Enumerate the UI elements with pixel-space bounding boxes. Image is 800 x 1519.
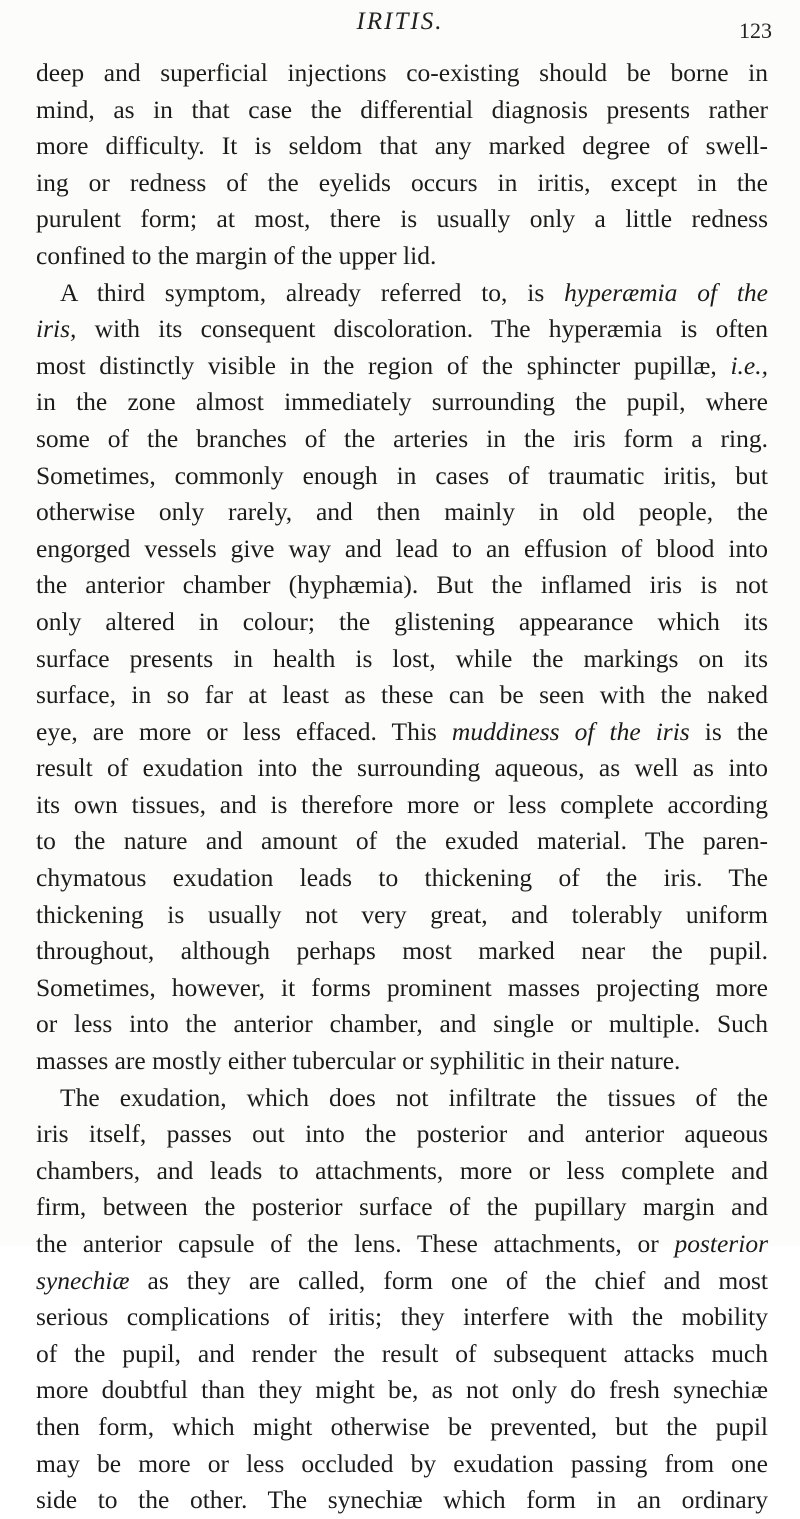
text-run: more doubtful than they might be, as not only do fresh synechiæ <box>36 1375 768 1405</box>
text-run: only altered in colour; the glistening appearance which its <box>36 606 768 636</box>
text-line <box>36 1446 768 1483</box>
text-run: more difficulty. It is seldom that any marked degree of swell- <box>36 131 768 161</box>
text-line <box>36 714 768 751</box>
text-line <box>36 1189 768 1226</box>
text-line <box>36 55 768 92</box>
text-run: most distinctly visible in the region of the sphincter pupillæ, <box>36 350 731 380</box>
text-line <box>36 1226 768 1263</box>
text-run: side to the other. The synechiæ which form in an ordinary <box>36 1485 768 1515</box>
text-line <box>36 933 768 970</box>
page-number: 123 <box>739 18 772 43</box>
text-run: mind, as in that case the differential diagnosis presents rather <box>36 94 768 124</box>
text-run: Sometimes, however, it forms prominent masses projecting more <box>36 972 768 1002</box>
text-line <box>36 677 768 714</box>
italic-text: posterior <box>674 1229 768 1258</box>
text-run: may be more or less occluded by exudation passing from one <box>36 1448 768 1478</box>
text-run: to the nature and amount of the exuded material. The paren- <box>36 826 768 856</box>
text-run: eye, are more or less effaced. This <box>36 716 452 746</box>
text-run: the anterior capsule of the lens. These attachments, or <box>36 1229 675 1258</box>
text-line <box>36 1409 768 1446</box>
text-run: ing or redness of the eyelids occurs in iritis, except in the <box>36 167 768 197</box>
text-line <box>36 1043 768 1080</box>
italic-text: hyperæmia of the <box>564 277 768 307</box>
running-head: IRITIS. <box>356 8 444 35</box>
text-line <box>36 604 768 641</box>
text-run: purulent form; at most, there is usually only a little redness <box>36 204 768 234</box>
text-run: some of the branches of the arteries in the iris form a ring. <box>36 423 768 453</box>
text-line <box>36 641 768 678</box>
text-line <box>36 897 768 934</box>
text-line <box>36 421 768 458</box>
text-line <box>36 1263 768 1300</box>
text-run: iris itself, passes out into the posterior and anterior aqueous <box>36 1119 768 1149</box>
text-line <box>36 1336 768 1373</box>
text-run: masses are mostly either tubercular or syphilitic in their nature. <box>36 1046 681 1076</box>
text-run: A third symptom, already referred to, is <box>60 277 565 307</box>
text-line <box>36 1116 768 1153</box>
text-run: as they are called, form one of the chief and most <box>129 1265 768 1295</box>
text-run: the anterior chamber (hyphæmia). But the inflamed iris is not <box>36 570 768 600</box>
text-line <box>36 275 768 312</box>
text-line <box>36 494 768 531</box>
text-line <box>36 750 768 787</box>
text-run: result of exudation into the surrounding aqueous, as well as into <box>36 753 768 783</box>
text-run: confined to the margin of the upper lid. <box>36 240 437 270</box>
text-run: thickening is usually not very great, and tolerably uniform <box>36 899 768 929</box>
text-line <box>36 165 768 202</box>
text-line <box>36 1006 768 1043</box>
text-run: or less into the anterior chamber, and single or multiple. Such <box>36 1009 768 1039</box>
text-run: its own tissues, and is therefore more or less complete according <box>36 789 768 819</box>
text-line <box>36 787 768 824</box>
text-line <box>36 531 768 568</box>
italic-text: synechiæ <box>36 1265 130 1295</box>
text-run: serious complications of iritis; they interfere with the mobility <box>36 1302 768 1332</box>
text-line <box>36 1482 768 1519</box>
paragraph <box>36 275 768 1080</box>
text-line <box>36 128 768 165</box>
text-run: surface, in so far at least as these can be seen with the naked <box>36 680 768 710</box>
text-line <box>36 92 768 129</box>
text-line <box>36 860 768 897</box>
text-line <box>36 1153 768 1190</box>
text-run: is the <box>689 716 769 746</box>
text-line <box>36 567 768 604</box>
italic-text: muddiness of the iris <box>451 716 690 746</box>
text-run: with its consequent discoloration. The hyperæmia is often <box>76 314 768 344</box>
text-line <box>36 1299 768 1336</box>
text-run: surface presents in health is lost, while the markings on its <box>36 643 768 673</box>
text-run: otherwise only rarely, and then mainly in old people, the <box>36 497 768 527</box>
text-line <box>36 348 768 385</box>
italic-text: i.e., <box>730 350 768 380</box>
text-run: of the pupil, and render the result of subsequent attacks much <box>36 1338 768 1368</box>
text-run: then form, which might otherwise be prevented, but the pupil <box>36 1411 768 1441</box>
text-line <box>36 311 768 348</box>
paragraph <box>36 55 768 275</box>
text-line <box>36 823 768 860</box>
text-run: The exudation, which does not infiltrate the tissues of the <box>60 1082 768 1112</box>
text-line <box>36 458 768 495</box>
text-run: throughout, although perhaps most marked near the pupil. <box>36 936 768 966</box>
text-run: engorged vessels give way and lead to an effusion of blood into <box>36 533 768 563</box>
text-run: in the zone almost immediately surrounding the pupil, where <box>36 387 768 417</box>
text-line <box>36 238 768 275</box>
text-line <box>36 970 768 1007</box>
text-line <box>36 201 768 238</box>
body-text <box>36 55 768 1519</box>
text-line <box>36 384 768 421</box>
paragraph <box>36 1080 768 1519</box>
text-run: Sometimes, commonly enough in cases of traumatic iritis, but <box>36 460 768 490</box>
text-line <box>36 1080 768 1117</box>
italic-text: iris, <box>36 314 77 344</box>
text-run: firm, between the posterior surface of the pupillary margin and <box>36 1192 768 1222</box>
text-line <box>36 1372 768 1409</box>
text-run: chymatous exudation leads to thickening of the iris. The <box>36 863 768 893</box>
text-run: chambers, and leads to attachments, more or less complete and <box>36 1155 768 1185</box>
text-run: deep and superficial injections co-existing should be borne in <box>36 58 768 87</box>
